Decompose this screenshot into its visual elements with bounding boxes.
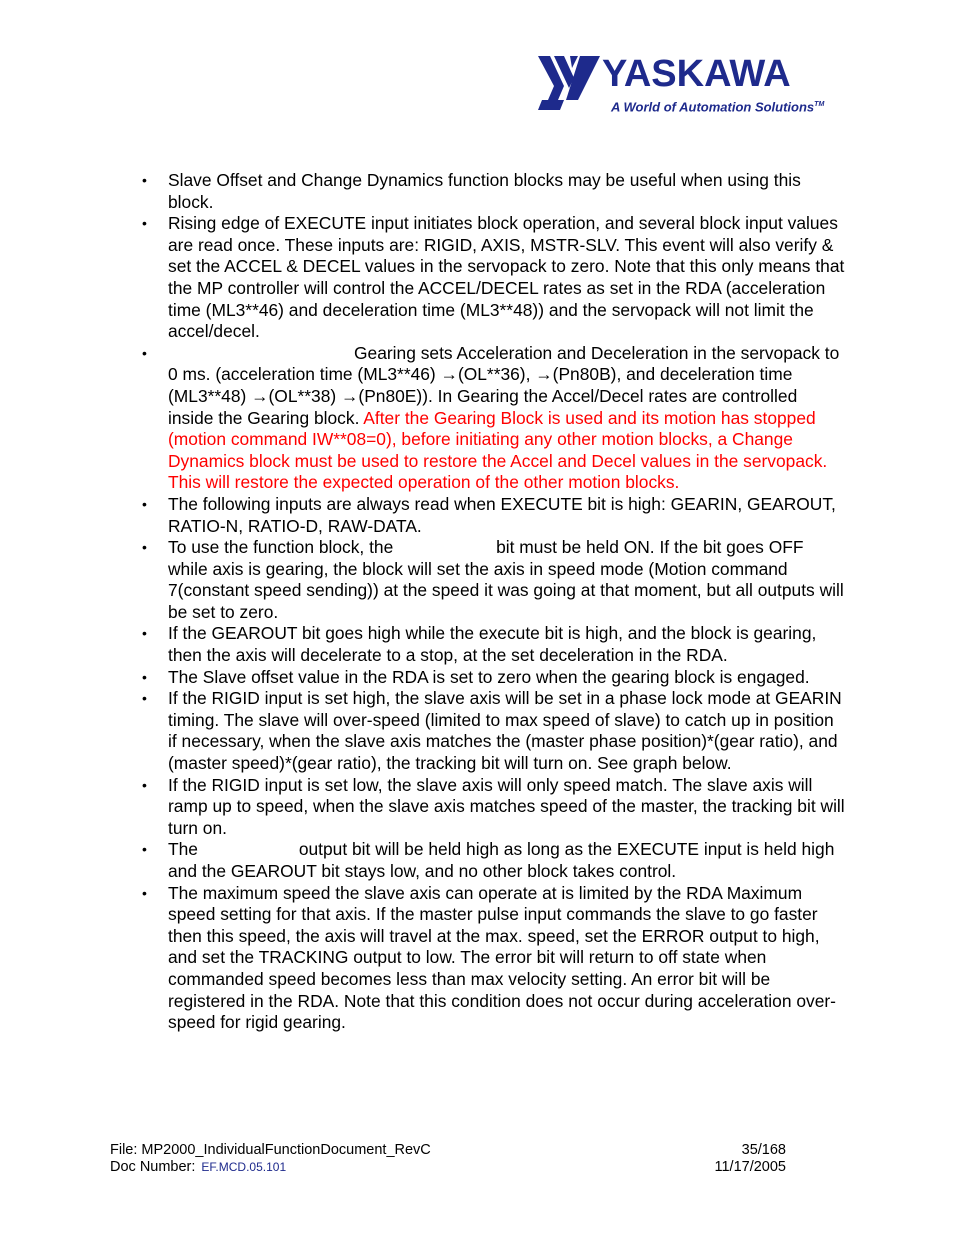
bullet-text: If the RIGID input is set low, the slave axis will only speed match. The slave axis will ramp up to speed, when the slave axis matches speed of the master, the tracking bit will turn on. [168, 774, 845, 838]
footer-doc-label: Doc Number: [110, 1159, 196, 1175]
footer-date: 11/17/2005 [714, 1159, 786, 1175]
bullet-item [138, 213, 846, 343]
bullet-glyph: • [142, 884, 147, 901]
bullet-text: output bit will be held high as long as the EXECUTE input is held high and the GEAROUT bit stays low, and no other block takes control. [168, 839, 835, 881]
bullet-item [138, 688, 846, 774]
bullet-text: The [168, 839, 203, 860]
bullet-text: The following inputs are always read when EXECUTE bit is high: GEARIN, GEAROUT, RATIO-N, RATIO-D, RAW-DATA. [168, 493, 836, 536]
bullet-text: If the RIGID input is set high, the slave axis will be set in a phase lock mode at GEARIN timing. The slave will over-speed (limited to max speed of slave) to catch up in position if necessary, when the slave axis matches the (master phase position)*(gear ratio), and (master speed)*(gear ratio), the tracking bit will turn on. See graph below. [168, 688, 842, 774]
bullet-item [138, 537, 846, 623]
footer-doc-number: EF.MCD.05.101 [201, 1160, 287, 1174]
bullet-text: Rising edge of EXECUTE input initiates block operation, and several block input values are read once. These inputs are: RIGID, AXIS, MSTR-SLV. This event will also verify & set the ACCEL & DECEL values in the servopack to zero. Note that this only means that the MP controller will control the ACCEL/DECEL rates as set in the RDA (acceleration time (ML3**46) and deceleration time (ML3**48)) and the servopack will not limit the accel/decel. [168, 213, 845, 342]
document-body [138, 170, 846, 1034]
footer-page-number: 35/168 [741, 1142, 786, 1158]
footer-file: File: MP2000_IndividualFunctionDocument_RevC [110, 1142, 431, 1158]
yaskawa-logo [534, 52, 824, 116]
bullet-glyph: • [142, 172, 147, 188]
bullet-glyph: • [142, 495, 147, 512]
bullet-text: bit must be held ON. If the bit goes OFF while axis is gearing, the block will set the axis in speed mode (Motion command 7(constant speed sending)) at the speed it was going at that moment, but all outputs will be set to zero. [168, 537, 844, 622]
trademark-mark: TM [814, 101, 825, 108]
bullet-item [138, 667, 846, 689]
bullet-item [138, 494, 846, 537]
bullet-list [138, 170, 846, 1034]
bullet-text: The Slave offset value in the RDA is set to zero when the gearing block is engaged. [168, 666, 810, 687]
bullet-item [138, 343, 846, 494]
bullet-glyph: • [142, 668, 147, 685]
bullet-item [138, 883, 846, 1034]
warning-text: After the Gearing Block is used and its motion has stopped (motion command IW**08=0), before initiating any other motion blocks, a Change Dynamics block must be used to restore the Accel and Decel values in the servopack. This will restore the expected operation of the other motion blocks. [168, 407, 828, 493]
bullet-text: Slave Offset and Change Dynamics function blocks may be useful when using this block. [168, 170, 801, 212]
bullet-text: Gearing sets Acceleration and Deceleration in the servopack to 0 ms. (acceleration time (ML3**46) →(OL**36), →(Pn80B), and deceleration time (ML3**48) →(OL**38) →(Pn80E)). In Gearing the Accel/Decel rates are controlled inside the Gearing block. [168, 342, 840, 428]
bullet-text: To use the function block, the [168, 537, 399, 558]
bullet-text: The maximum speed the slave axis can operate at is limited by the RDA Maximum speed setting for that axis. If the master pulse input commands the slave to go faster then this speed, the axis will travel at the max. speed, set the ERROR output to high, and set the TRACKING output to low. The error bit will return to off state when commanded speed becomes less than max velocity setting. An error bit will be registered in the RDA. Note that this condition does not occur during acceleration over-speed for rigid gearing. [168, 882, 836, 1033]
brand-tagline: A World of Automation Solutions™ [611, 99, 825, 115]
bullet-item [138, 775, 846, 840]
bullet-glyph: • [142, 215, 147, 232]
brand-name: YASKAWA [602, 53, 791, 95]
bullet-item [138, 170, 846, 213]
bullet-glyph: • [142, 776, 147, 793]
bullet-text: If the GEAROUT bit goes high while the execute bit is high, and the block is gearing, then the axis will decelerate to a stop, at the set deceleration in the RDA. [168, 623, 817, 666]
page-footer [110, 1142, 786, 1176]
bullet-glyph: • [142, 539, 147, 556]
yaskawa-emblem-icon [534, 52, 604, 114]
bullet-glyph: • [142, 344, 147, 361]
bullet-glyph: • [142, 625, 147, 642]
bullet-item [138, 623, 846, 666]
bullet-glyph: • [142, 690, 147, 707]
bullet-glyph: • [142, 841, 147, 858]
bullet-item [138, 839, 846, 882]
